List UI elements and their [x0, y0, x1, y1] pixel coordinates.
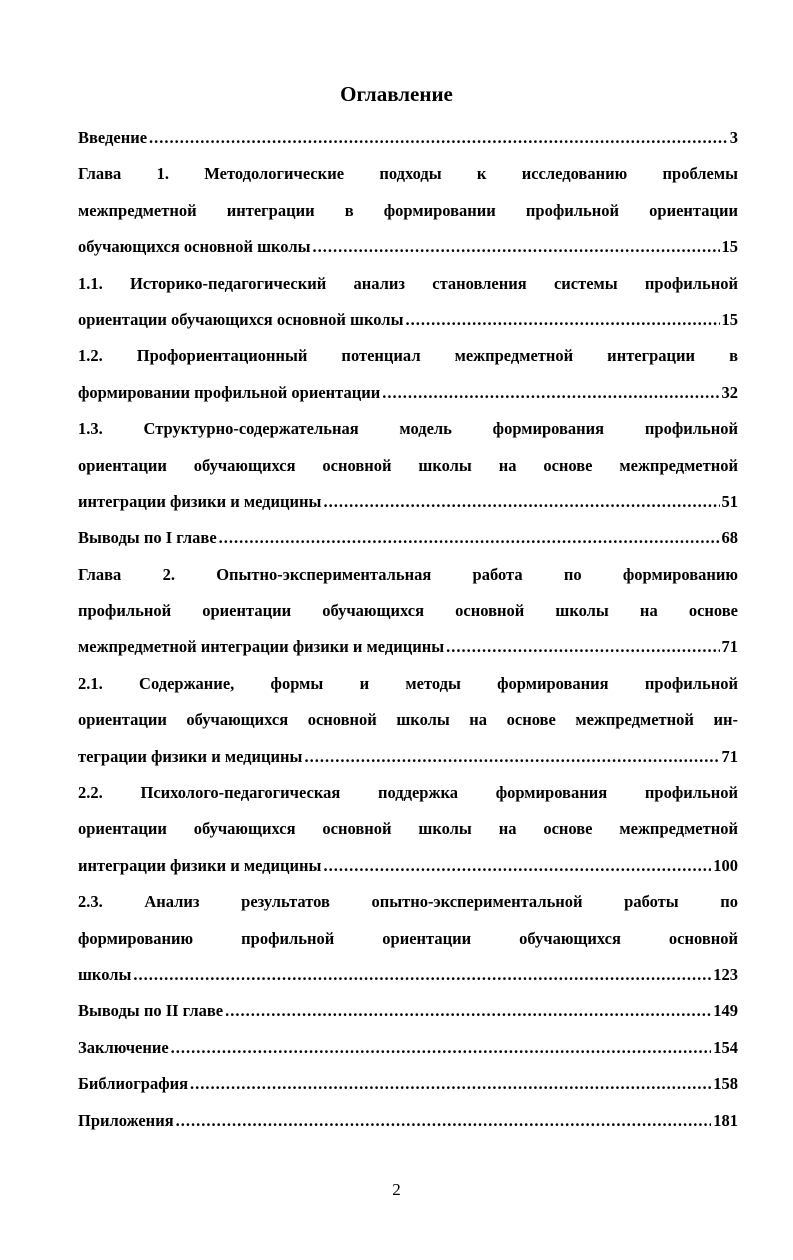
toc-line	[78, 739, 738, 775]
toc-line	[78, 993, 738, 1029]
toc-page-number: 158	[713, 1074, 738, 1094]
toc-text: интеграции физики и медицины	[78, 491, 322, 511]
toc-line: 2.3. Анализ результатов опытно-экспериментальной работы по	[78, 892, 738, 912]
toc-page-number: 15	[721, 309, 738, 329]
toc-text: школы	[78, 964, 132, 984]
toc-line	[78, 1030, 738, 1066]
toc-leader-dots	[323, 484, 719, 520]
toc-line: межпредметной интеграции в формировании профильной ориентации	[78, 200, 738, 220]
toc-page-number: 51	[721, 491, 738, 511]
toc-line: 1.3. Структурно-содержательная модель формирования профильной	[78, 419, 738, 439]
toc-line: Глава 2. Опытно-экспериментальная работа по формированию	[78, 564, 738, 584]
toc-page-number: 149	[713, 1001, 738, 1021]
toc-line	[78, 1066, 738, 1102]
table-of-contents	[78, 120, 738, 1139]
page-number: 2	[392, 1180, 401, 1199]
toc-text: ориентации обучающихся основной школы	[78, 309, 404, 329]
toc-line	[78, 520, 738, 556]
toc-line: 1.2. Профориентационный потенциал межпредметной интеграции в	[78, 346, 738, 366]
toc-page-number: 181	[713, 1110, 738, 1130]
toc-leader-dots	[405, 302, 719, 338]
toc-line	[78, 375, 738, 411]
toc-line: формированию профильной ориентации обучающихся основной	[78, 928, 738, 948]
toc-line	[78, 302, 738, 338]
toc-text: Приложения	[78, 1110, 174, 1130]
toc-leader-dots	[225, 993, 711, 1029]
toc-page-number: 71	[721, 637, 738, 657]
toc-page-number: 71	[721, 746, 738, 766]
toc-line	[78, 629, 738, 665]
toc-leader-dots	[446, 629, 719, 665]
toc-line	[78, 957, 738, 993]
toc-line	[78, 1103, 738, 1139]
toc-page-number: 100	[713, 855, 738, 875]
toc-line	[78, 484, 738, 520]
toc-leader-dots	[382, 375, 719, 411]
toc-line: 2.2. Психолого-педагогическая поддержка формирования профильной	[78, 783, 738, 803]
toc-leader-dots	[304, 739, 719, 775]
toc-page-number: 123	[713, 964, 738, 984]
toc-leader-dots	[219, 520, 720, 556]
toc-leader-dots	[176, 1103, 712, 1139]
toc-line	[78, 229, 738, 265]
toc-leader-dots	[190, 1066, 711, 1102]
toc-line: 2.1. Содержание, формы и методы формирования профильной	[78, 673, 738, 693]
toc-page-number: 68	[721, 528, 738, 548]
toc-page-number: 15	[721, 237, 738, 257]
toc-text: теграции физики и медицины	[78, 746, 303, 766]
toc-text: интеграции физики и медицины	[78, 855, 322, 875]
toc-text: Библиография	[78, 1074, 189, 1094]
toc-line: Глава 1. Методологические подходы к исследованию проблемы	[78, 164, 738, 184]
toc-line	[78, 848, 738, 884]
toc-line: ориентации обучающихся основной школы на основе межпредметной ин-	[78, 710, 738, 730]
toc-text: обучающихся основной школы	[78, 237, 311, 257]
toc-line: 1.1. Историко-педагогический анализ становления системы профильной	[78, 273, 738, 293]
toc-text: Выводы по II главе	[78, 1001, 224, 1021]
toc-line	[78, 120, 738, 156]
toc-leader-dots	[149, 120, 728, 156]
toc-text: Введение	[78, 128, 148, 147]
toc-page-number: 154	[713, 1037, 738, 1057]
toc-line: ориентации обучающихся основной школы на основе межпредметной	[78, 455, 738, 475]
toc-text: Выводы по I главе	[78, 528, 217, 548]
toc-leader-dots	[133, 957, 711, 993]
toc-leader-dots	[312, 229, 719, 265]
toc-page-number: 3	[729, 128, 738, 147]
toc-line: ориентации обучающихся основной школы на основе межпредметной	[78, 819, 738, 839]
page-title: Оглавление	[340, 82, 453, 106]
toc-text: формировании профильной ориентации	[78, 382, 381, 402]
toc-leader-dots	[323, 848, 711, 884]
toc-page-number: 32	[721, 382, 738, 402]
toc-leader-dots	[171, 1030, 712, 1066]
toc-text: Заключение	[78, 1037, 169, 1057]
toc-text: межпредметной интеграции физики и медицины	[78, 637, 445, 657]
toc-line: профильной ориентации обучающихся основной школы на основе	[78, 601, 738, 621]
